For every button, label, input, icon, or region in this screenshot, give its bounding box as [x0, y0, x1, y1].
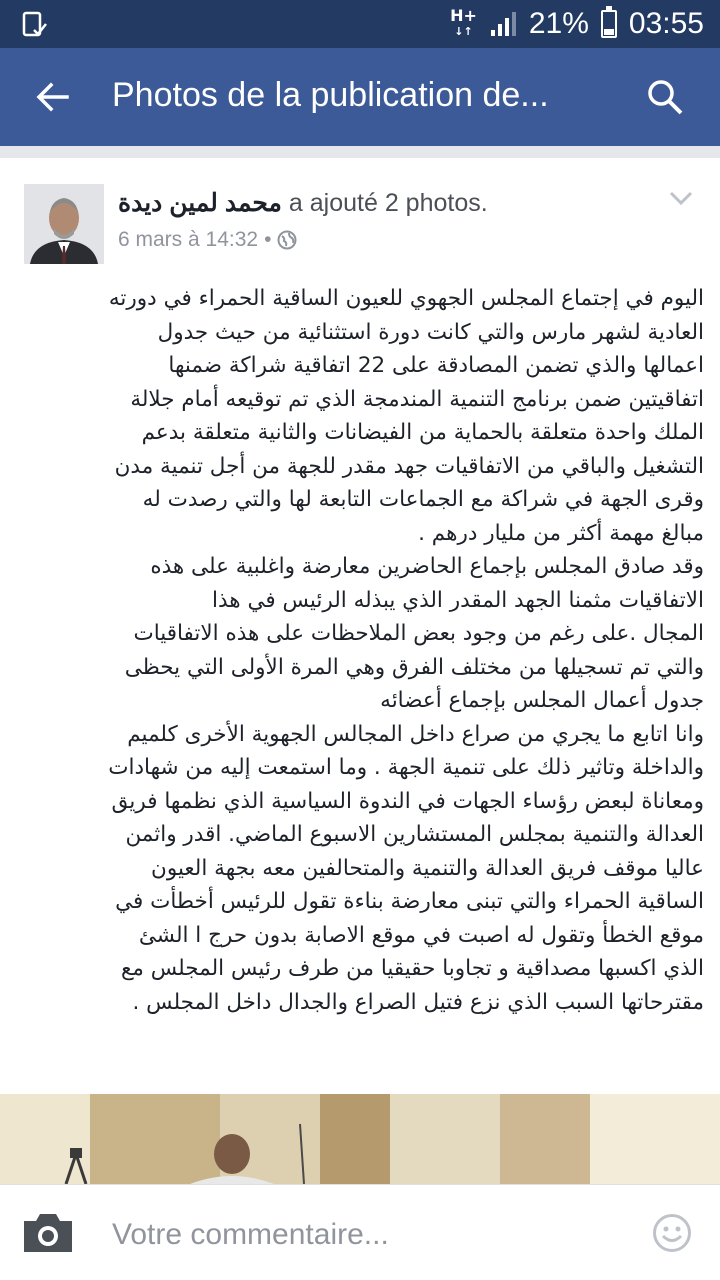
post-line: وانا اتابع ما يجري من صراع داخل المجالس الجهوية الأخرى كلميم [127, 721, 704, 747]
post-line: جدول أعمال المجلس بإجماع أعضائه [380, 688, 704, 713]
signal-icon [489, 10, 517, 38]
meta-separator: • [264, 228, 272, 251]
chevron-down-icon[interactable] [668, 188, 694, 208]
comment-input[interactable] [112, 1215, 612, 1255]
post-line: والتي تم تسجيلها من مختلف الفرق وهي المرة الأولى التي يحظى [124, 654, 704, 680]
post-photo[interactable] [0, 1094, 720, 1184]
back-button[interactable] [28, 72, 78, 122]
post-line: الساقية الحمراء والتي تبنى معارضة بناءة تقول للرئيس أخطأت في [115, 889, 704, 914]
screenshot-notification-icon [20, 10, 48, 38]
search-button[interactable] [640, 72, 690, 122]
app-bar [0, 48, 720, 146]
post-line: مقترحاتها السبب الذي نزع فتيل الصراع والجدال داخل المجلس . [132, 989, 704, 1015]
photo-image [0, 1094, 720, 1184]
author-photo [24, 184, 104, 264]
post-line: العدالة والتنمية بمجلس المستشارين الاسبوع الماضي. اقدر واثمن [125, 822, 704, 847]
post-line: اتفاقيتين ضمن برنامج التنمية المندمجة الذي تم توقيعه أمام جلالة [130, 386, 704, 412]
author-line [118, 188, 638, 218]
globe-icon [277, 230, 297, 250]
post-line: موقع الخطأ وتقول له اصبت في موقع الاصابة بدون حرج ا الشئ [138, 922, 704, 948]
post-line: العادية لشهر مارس والتي كانت دورة استثنائية من حيث جدول [157, 319, 704, 345]
post-action: a ajouté 2 photos. [288, 189, 488, 217]
post-line: والداخلة وتاثير ذلك على تنمية الجهة . وما استمعت إليه من شهادات [108, 755, 704, 780]
battery-icon [601, 10, 617, 38]
camera-icon[interactable] [20, 1211, 76, 1255]
status-bar [0, 0, 720, 48]
post [0, 158, 720, 1184]
post-line: مبالغ مهمة أكثر من مليار درهم . [418, 520, 704, 546]
post-line: ومعاناة لبعض رؤساء الجهات في الندوة السياسية الذي نظمها فريق [111, 788, 704, 814]
author-name[interactable]: محمد لمين ديدة [118, 189, 282, 217]
post-line: المجال .على رغم من وجود بعض الملاحظات على هذه الاتفاقيات [133, 621, 704, 646]
post-line: وقرى الجهة في شراكة مع الجماعات التابعة لها والتي رصدت له [142, 487, 704, 512]
search-icon [646, 78, 684, 116]
timestamp[interactable]: 6 mars à 14:32 [118, 228, 259, 251]
post-meta [118, 228, 297, 252]
comment-bar [0, 1184, 720, 1280]
post-line: وقد صادق المجلس بإجماع الحاضرين معارضة واغلبية على هذه [150, 554, 704, 579]
divider [0, 146, 720, 158]
post-line: الذي اكسبها مصداقية و تجاوبا حقيقيا من طرف رئيس المجلس مع [120, 956, 704, 981]
network-indicator: H+ ↓↑ [450, 6, 477, 38]
emoji-icon[interactable] [652, 1213, 692, 1253]
post-line: عاليا موقف فريق العدالة والتنمية والمتحالفين معه بجهة العيون [151, 855, 704, 881]
post-text [20, 282, 704, 1019]
post-line: الملك واحدة متعلقة بالحماية من الفيضانات والثانية متعلقة بدعم [141, 420, 704, 445]
avatar[interactable] [24, 184, 104, 264]
post-line: اعمالها والذي تضمن المصادقة على 22 اتفاقية شراكة ضمنها [168, 353, 704, 378]
arrow-left-icon [35, 79, 71, 115]
post-line: الاتفاقيات مثمنا الجهد المقدر الذي يبذله الرئيس في هذا [212, 587, 704, 613]
page-title: Photos de la publication de... [112, 76, 549, 114]
post-line: التشغيل والباقي من الاتفاقيات جهد مقدر للجهة من أجل تنمية مدن [114, 453, 704, 479]
post-line: اليوم في إجتماع المجلس الجهوي للعيون الساقية الحمراء في دورته [108, 286, 704, 311]
clock: 03:55 [628, 7, 704, 40]
battery-percent: 21% [528, 7, 589, 40]
